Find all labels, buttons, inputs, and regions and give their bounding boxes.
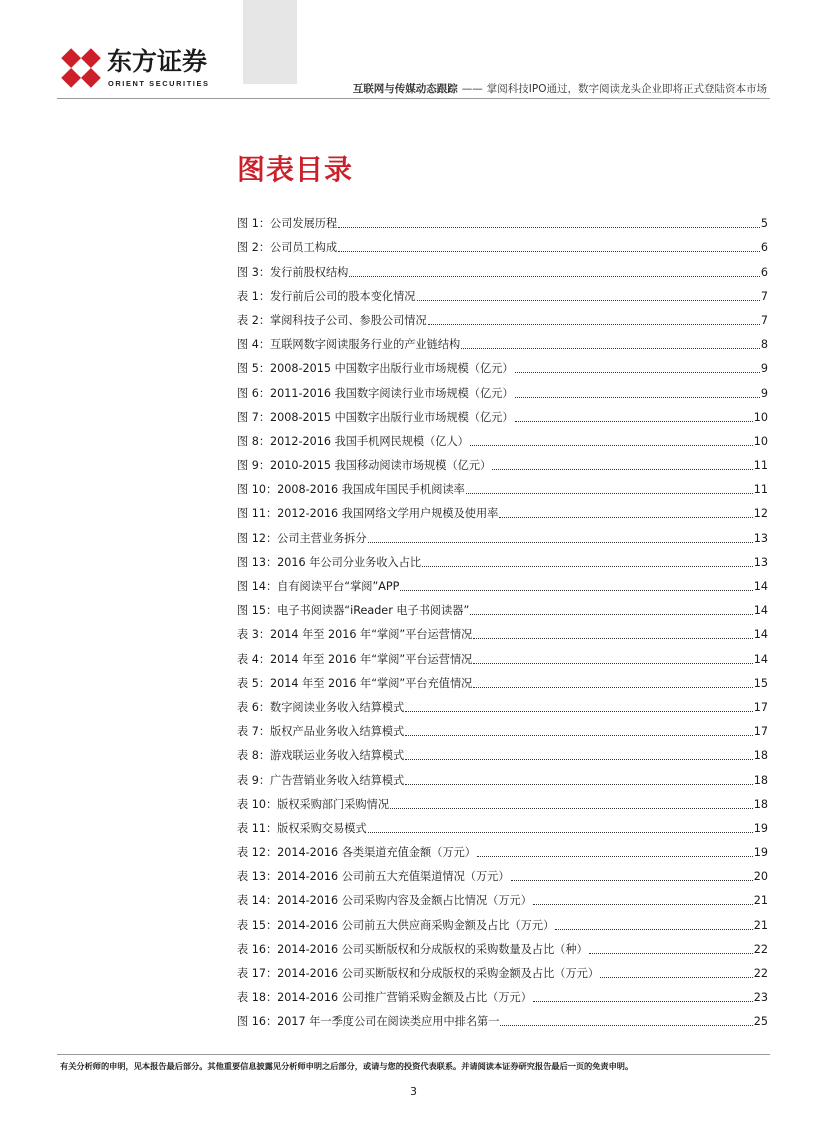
toc-dot-leader [515, 371, 760, 373]
toc-dot-leader [515, 420, 753, 422]
toc-dot-leader [492, 468, 753, 470]
toc-entry-page: 11 [753, 459, 768, 473]
toc-entry-label: 表 6：数字阅读业务收入结算模式 [237, 700, 405, 714]
footer-disclaimer: 有关分析师的申明，见本报告最后部分。其他重要信息披露见分析师申明之后部分，或请与您的投资代表联系。并请阅读本证券研究报告最后一页的免责申明。 [60, 1061, 634, 1071]
toc-dot-leader [417, 299, 760, 301]
toc-entry-label: 图 16：2017 年一季度公司在阅读类应用中排名第一 [237, 1015, 500, 1029]
toc-dot-leader [499, 516, 752, 518]
toc-entry-page: 21 [753, 918, 768, 932]
toc-dot-leader [349, 275, 760, 277]
toc-entry[interactable] [237, 330, 768, 354]
toc-dot-leader [500, 1024, 752, 1026]
toc-entry-page: 7 [760, 313, 768, 327]
toc-entry[interactable] [237, 959, 768, 983]
toc-entry-page: 6 [760, 241, 768, 255]
brand-name-cn: 东方证券 [107, 47, 208, 76]
toc-entry-page: 10 [753, 434, 768, 448]
toc-entry[interactable] [237, 741, 768, 765]
toc-entry-label: 表 7：版权产品业务收入结算模式 [237, 725, 405, 739]
toc-entry-label: 表 5：2014 年至 2016 年“掌阅”平台充值情况 [237, 676, 473, 690]
toc-entry[interactable] [237, 983, 768, 1007]
toc-entry-page: 18 [753, 797, 768, 811]
toc-entry-page: 19 [753, 821, 768, 835]
toc-entry-label: 图 1：公司发展历程 [237, 217, 338, 231]
toc-entry-label: 图 14：自有阅读平台“掌阅”APP [237, 580, 400, 593]
toc-dot-leader [368, 831, 753, 833]
orient-logo-icon [57, 44, 105, 92]
toc-dot-leader [473, 637, 752, 639]
toc-entry-page: 14 [753, 604, 768, 618]
toc-entry[interactable] [237, 935, 768, 959]
toc-entry[interactable] [237, 1007, 768, 1031]
toc-dot-leader [466, 492, 753, 494]
toc-entry-page: 12 [753, 507, 768, 521]
toc-entry-page: 10 [753, 410, 768, 424]
toc-dot-leader [405, 710, 752, 712]
toc-dot-leader [473, 662, 752, 664]
toc-entry-label: 表 9：广告营销业务收入结算模式 [237, 773, 405, 787]
toc-entry-label: 表 2：掌阅科技子公司、参股公司情况 [237, 313, 427, 327]
toc-entry[interactable] [237, 644, 768, 668]
toc-dot-leader [477, 855, 753, 857]
toc-entry-page: 9 [760, 386, 768, 400]
toc-entry[interactable] [237, 548, 768, 572]
header-separator: —— [461, 83, 483, 95]
toc-dot-leader [470, 613, 752, 615]
toc-entry-page: 7 [760, 289, 768, 303]
toc-dot-leader [511, 879, 753, 881]
toc-entry-page: 18 [753, 749, 768, 763]
toc-entry[interactable] [237, 717, 768, 741]
company-logo [57, 44, 237, 96]
toc-entry[interactable] [237, 765, 768, 789]
toc-entry-label: 表 4：2014 年至 2016 年“掌阅”平台运营情况 [237, 652, 473, 666]
toc-entry[interactable] [237, 354, 768, 378]
toc-entry-label: 图 8：2012-2016 我国手机网民规模（亿人） [237, 434, 469, 448]
header-divider [57, 98, 770, 99]
toc-entry-label: 表 13：2014-2016 公司前五大充值渠道情况（万元） [237, 870, 510, 884]
toc-dot-leader [589, 952, 753, 954]
header-gray-block [243, 0, 297, 84]
toc-entry[interactable] [237, 378, 768, 402]
toc-entry-page: 5 [760, 217, 768, 231]
toc-dot-leader [470, 444, 753, 446]
toc-entry-page: 14 [753, 628, 768, 642]
toc-entry-label: 图 10：2008-2016 我国成年国民手机阅读率 [237, 483, 465, 497]
toc-dot-leader [405, 758, 752, 760]
toc-dot-leader [473, 686, 752, 688]
toc-entry[interactable] [237, 838, 768, 862]
toc-dot-leader [600, 976, 753, 978]
toc-entry-label: 图 13：2016 年公司分业务收入占比 [237, 555, 422, 569]
toc-entry[interactable] [237, 403, 768, 427]
toc-dot-leader [368, 541, 753, 543]
toc-entry[interactable] [237, 233, 768, 257]
toc-entry-page: 20 [753, 870, 768, 884]
toc-entry[interactable] [237, 451, 768, 475]
toc-entry-label: 图 4：互联网数字阅读服务行业的产业链结构 [237, 338, 461, 352]
toc-entry[interactable] [237, 475, 768, 499]
page-number: 3 [410, 1085, 417, 1098]
footer-divider [57, 1054, 770, 1055]
toc-entry-label: 图 9：2010-2015 我国移动阅读市场规模（亿元） [237, 459, 492, 473]
toc-entry-label: 图 15：电子书阅读器“iReader 电子书阅读器” [237, 604, 470, 618]
toc-entry-page: 18 [753, 773, 768, 787]
toc-entry[interactable] [237, 257, 768, 281]
toc-entry[interactable] [237, 209, 768, 233]
toc-entry-page: 15 [753, 676, 768, 690]
toc-entry-label: 表 16：2014-2016 公司买断版权和分成版权的采购数量及占比（种） [237, 942, 588, 956]
toc-dot-leader [515, 396, 760, 398]
report-header [353, 82, 767, 96]
toc-entry-label: 表 17：2014-2016 公司买断版权和分成版权的采购金额及占比（万元） [237, 967, 600, 980]
toc-entry[interactable] [237, 886, 768, 910]
toc-entry[interactable] [237, 862, 768, 886]
toc-entry[interactable] [237, 790, 768, 814]
toc-dot-leader [390, 807, 753, 809]
toc-dot-leader [405, 783, 752, 785]
toc-entry-page: 22 [753, 967, 768, 980]
toc-entry-page: 19 [753, 846, 768, 860]
toc-entry[interactable] [237, 693, 768, 717]
toc-entry[interactable] [237, 620, 768, 644]
toc-entry-label: 表 8：游戏联运业务收入结算模式 [237, 749, 405, 763]
toc-entry[interactable] [237, 282, 768, 306]
toc-entry[interactable] [237, 427, 768, 451]
toc-entry-page: 11 [753, 483, 768, 497]
toc-entry-label: 表 10：版权采购部门采购情况 [237, 797, 390, 811]
toc-entry-page: 22 [753, 942, 768, 956]
toc-entry-label: 表 15：2014-2016 公司前五大供应商采购金额及占比（万元） [237, 918, 555, 932]
toc-dot-leader [338, 250, 760, 252]
toc-entry-page: 17 [753, 725, 768, 739]
toc-entry[interactable] [237, 572, 768, 596]
toc-entry-label: 图 7：2008-2015 中国数字出版行业市场规模（亿元） [237, 410, 514, 424]
toc-entry-page: 13 [753, 531, 768, 545]
toc-entry[interactable] [237, 499, 768, 523]
toc-dot-leader [338, 226, 760, 228]
toc-entry-page: 13 [753, 555, 768, 569]
toc-dot-leader [555, 928, 752, 930]
toc-entry-label: 图 12：公司主营业务拆分 [237, 531, 367, 545]
toc-entry-label: 图 5：2008-2015 中国数字出版行业市场规模（亿元） [237, 362, 514, 376]
toc-dot-leader [422, 565, 753, 567]
figure-table-contents [237, 209, 768, 1031]
toc-entry-label: 表 18：2014-2016 公司推广营销采购金额及占比（万元） [237, 991, 532, 1005]
toc-dot-leader [533, 1000, 753, 1002]
toc-entry-page: 9 [760, 362, 768, 376]
toc-dot-leader [533, 903, 753, 905]
toc-entry-page: 23 [753, 991, 768, 1005]
toc-entry-page: 17 [753, 700, 768, 714]
report-category: 互联网与传媒动态跟踪 [352, 83, 458, 95]
toc-entry-label: 表 11：版权采购交易模式 [237, 821, 367, 835]
toc-entry-label: 图 2：公司员工构成 [237, 241, 338, 255]
toc-entry-page: 8 [760, 338, 768, 352]
toc-entry[interactable] [237, 669, 768, 693]
toc-entry-label: 表 14：2014-2016 公司采购内容及金额占比情况（万元） [237, 894, 532, 908]
toc-dot-leader [405, 734, 752, 736]
brand-name-en: ORIENT SECURITIES [108, 79, 210, 88]
toc-entry-page: 25 [753, 1015, 768, 1029]
toc-entry-label: 图 11：2012-2016 我国网络文学用户规模及使用率 [237, 507, 499, 521]
toc-entry-label: 表 3：2014 年至 2016 年“掌阅”平台运营情况 [237, 628, 473, 642]
toc-entry-page: 14 [753, 652, 768, 666]
toc-entry[interactable] [237, 523, 768, 547]
toc-entry-label: 表 1：发行前后公司的股本变化情况 [237, 289, 416, 303]
toc-entry[interactable] [237, 596, 768, 620]
toc-dot-leader [400, 589, 752, 591]
toc-entry[interactable] [237, 910, 768, 934]
toc-dot-leader [428, 323, 760, 325]
toc-entry-page: 14 [753, 580, 768, 593]
page-title: 图表目录 [237, 153, 354, 186]
toc-dot-leader [461, 347, 760, 349]
toc-entry-label: 图 3：发行前股权结构 [237, 265, 349, 279]
toc-entry-label: 图 6：2011-2016 我国数字阅读行业市场规模（亿元） [237, 386, 514, 400]
toc-entry-page: 21 [753, 894, 768, 908]
toc-entry[interactable] [237, 306, 768, 330]
toc-entry-label: 表 12：2014-2016 各类渠道充值金额（万元） [237, 846, 476, 860]
toc-entry-page: 6 [760, 265, 768, 279]
report-subtitle: 掌阅科技IPO通过，数字阅读龙头企业即将正式登陆资本市场 [486, 83, 767, 95]
toc-entry[interactable] [237, 814, 768, 838]
